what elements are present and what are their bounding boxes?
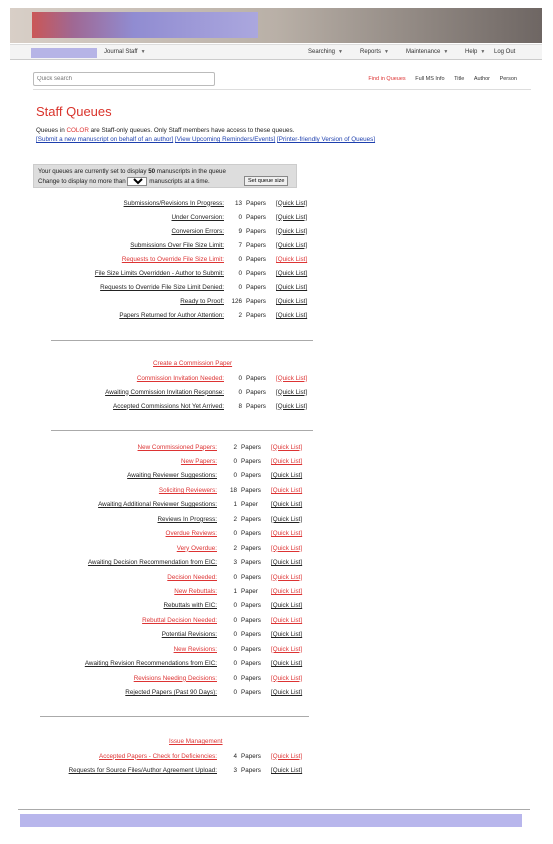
queue-row [0, 312, 553, 321]
quick-list-link[interactable]: [Quick List] [271, 457, 303, 465]
queue-count: 2 [238, 312, 242, 320]
queue-label-link[interactable]: Rebuttal Decision Needed: [142, 616, 217, 624]
queue-count: 18 [229, 486, 237, 494]
queue-unit: Papers [241, 674, 261, 682]
queue-row [0, 689, 553, 698]
queue-count: 1 [233, 501, 237, 509]
queue-label-link[interactable]: Requests to Override File Size Limit Denied: [100, 284, 224, 292]
queue-unit: Papers [246, 388, 266, 396]
divider [51, 430, 313, 431]
queue-unit: Papers [246, 227, 266, 235]
quick-list-link[interactable]: [Quick List] [271, 689, 303, 697]
queue-count: 0 [233, 602, 237, 610]
queue-row [0, 617, 553, 626]
quick-list-link[interactable]: [Quick List] [271, 752, 303, 760]
queue-row [0, 458, 553, 467]
queue-label-link[interactable]: New Revisions: [173, 645, 217, 653]
queue-row [0, 270, 553, 279]
quick-list-link[interactable]: [Quick List] [276, 199, 308, 207]
queue-unit: Paper [241, 588, 258, 595]
quick-list-link[interactable]: [Quick List] [271, 486, 303, 494]
queue-label-link[interactable]: Commission Invitation Needed: [136, 374, 224, 382]
queue-count: 0 [233, 674, 237, 682]
queue-row [0, 228, 553, 237]
queue-count: 0 [233, 616, 237, 624]
queue-unit: Papers [241, 530, 261, 538]
queue-row [0, 559, 553, 568]
queue-count: 126 [231, 298, 242, 306]
quick-list-link[interactable]: [Quick List] [271, 660, 303, 668]
quick-list-link[interactable]: [Quick List] [271, 674, 303, 682]
divider [40, 716, 309, 717]
quick-list-link[interactable]: [Quick List] [271, 631, 303, 639]
quick-list-link[interactable]: [Quick List] [271, 767, 303, 774]
divider [51, 340, 313, 341]
queue-label-link[interactable]: Decision Needed: [167, 573, 217, 581]
queue-label-link[interactable]: Soliciting Reviewers: [158, 486, 217, 494]
queue-row [0, 767, 553, 776]
footer-bar-blurred [20, 814, 522, 827]
quick-list-link[interactable]: [Quick List] [276, 402, 308, 410]
quick-list-link[interactable]: [Quick List] [276, 270, 308, 277]
queue-unit: Papers [241, 631, 261, 639]
queue-size-current: Your queues are currently set to display 50 manuscripts in the queue [38, 168, 226, 175]
queue-count: 4 [233, 752, 237, 760]
queue-count: 2 [233, 544, 237, 552]
scope-title[interactable]: Title [454, 76, 465, 82]
scope-full-ms-info[interactable]: Full MS Info [415, 76, 445, 82]
queue-label-link[interactable]: Reviews In Progress: [157, 515, 217, 523]
quick-list-link[interactable]: [Quick List] [271, 472, 303, 480]
nav-maintenance[interactable]: Maintenance ▼ [406, 49, 449, 55]
queue-row [0, 375, 553, 384]
queue-row [0, 284, 553, 293]
nav-reports[interactable]: Reports ▼ [360, 49, 389, 55]
scope-author[interactable]: Author [473, 76, 491, 82]
queue-unit: Paper [241, 501, 258, 509]
queue-row [0, 403, 553, 412]
queue-label-link[interactable]: Overdue Reviews: [165, 530, 217, 538]
queue-label-link[interactable]: Accepted Commissions Not Yet Arrived: [113, 402, 224, 410]
queue-count: 7 [238, 241, 242, 249]
queue-row [0, 256, 553, 265]
queue-row [0, 501, 553, 510]
queue-label-link[interactable]: Awaiting Commission Invitation Response: [105, 388, 224, 396]
queue-unit: Papers [246, 298, 266, 306]
quick-list-link[interactable]: [Quick List] [271, 501, 303, 509]
queue-unit: Papers [241, 645, 261, 653]
queue-unit: Papers [241, 767, 261, 774]
intro-prefix: Queues in [36, 127, 67, 134]
queue-row [0, 588, 553, 597]
quick-list-link[interactable]: [Quick List] [276, 388, 308, 396]
search-scope-links [360, 76, 517, 82]
queue-row [0, 675, 553, 684]
queue-label-link[interactable]: Requests for Source Files/Author Agreement Upload: [68, 767, 217, 774]
queue-label-link[interactable]: Rebuttals with EIC: [163, 602, 217, 610]
queue-unit: Papers [246, 241, 266, 249]
main-navbar [10, 44, 542, 60]
queue-label-link[interactable]: Awaiting Reviewer Suggestions: [127, 472, 217, 480]
queue-row [0, 389, 553, 398]
queue-unit: Papers [241, 515, 261, 523]
quick-list-link[interactable]: [Quick List] [271, 616, 303, 624]
queue-size-select[interactable] [127, 177, 147, 186]
quick-list-link[interactable]: [Quick List] [276, 241, 308, 249]
intro-suffix: are Staff-only queues. Only Staff members have access to these queues. [88, 127, 295, 134]
queue-row [0, 444, 553, 453]
quick-list-link[interactable]: [Quick List] [271, 544, 303, 552]
quick-list-link[interactable]: [Quick List] [276, 213, 308, 221]
queue-row [0, 545, 553, 554]
queue-count: 13 [234, 199, 242, 207]
queue-count: 0 [233, 660, 237, 668]
quick-list-link[interactable]: [Quick List] [276, 227, 308, 235]
nav-logout[interactable]: Log Out [494, 49, 516, 55]
header-banner [10, 8, 542, 43]
queue-label-link[interactable]: File Size Limits Overridden - Author to Submit: [94, 270, 224, 277]
queue-row [0, 487, 553, 496]
queue-label-link[interactable]: New Commissioned Papers: [137, 443, 217, 451]
chevron-down-icon: ▼ [140, 49, 146, 55]
queue-label-link[interactable]: Very Overdue: [176, 544, 217, 552]
intro-text [36, 127, 294, 134]
queue-label-link[interactable]: Ready to Proof: [180, 298, 224, 306]
queue-count: 9 [238, 227, 242, 235]
queue-unit: Papers [246, 374, 266, 382]
queue-count: 0 [238, 255, 242, 263]
queue-count: 0 [238, 388, 242, 396]
quick-list-link[interactable]: [Quick List] [271, 602, 303, 610]
queue-unit: Papers [246, 270, 266, 277]
queue-label-link[interactable]: Awaiting Revision Recommendations from EIC: [84, 660, 217, 668]
queue-count: 1 [233, 588, 237, 595]
queue-count: 0 [233, 530, 237, 538]
queue-count: 0 [233, 457, 237, 465]
queue-label-link[interactable]: Submissions/Revisions In Progress: [123, 199, 224, 207]
quick-search-bar [33, 72, 531, 90]
queue-count: 8 [238, 402, 242, 410]
queue-count: 0 [238, 284, 242, 292]
queue-unit: Papers [241, 559, 261, 567]
queue-unit: Papers [246, 284, 266, 292]
quick-list-link[interactable]: [Quick List] [271, 645, 303, 653]
queue-label-link[interactable]: Potential Revisions: [161, 631, 217, 639]
queue-row [0, 242, 553, 251]
queue-label-link[interactable]: Awaiting Decision Recommendation from EIC: [87, 559, 217, 567]
queue-unit: Papers [241, 689, 261, 697]
quick-list-link[interactable]: [Quick List] [271, 443, 303, 451]
queue-unit: Papers [246, 199, 266, 207]
quick-list-link[interactable]: [Quick List] [271, 573, 303, 581]
queue-row [0, 214, 553, 223]
queue-unit: Papers [241, 752, 261, 760]
queue-row [0, 516, 553, 525]
queue-unit: Papers [241, 472, 261, 480]
queue-row [0, 646, 553, 655]
reminders-link[interactable]: [View Upcoming Reminders/Events] [174, 136, 276, 143]
quick-list-link[interactable]: [Quick List] [271, 515, 303, 523]
queue-label-link[interactable]: Revisions Needing Decisions: [133, 674, 217, 682]
queue-row [0, 530, 553, 539]
queue-label-link[interactable]: Papers Returned for Author Attention: [119, 312, 224, 320]
queue-count: 0 [233, 573, 237, 581]
user-name-blurred [31, 48, 97, 58]
scope-person[interactable]: Person [499, 76, 517, 82]
queue-label-link[interactable]: New Rebuttals: [174, 588, 217, 595]
journal-logo[interactable] [32, 12, 258, 38]
queue-unit: Papers [246, 255, 266, 263]
nav-help[interactable]: Help ▼ [465, 49, 486, 55]
quick-list-link[interactable]: [Quick List] [271, 559, 303, 567]
queue-unit: Papers [241, 544, 261, 552]
quick-list-link[interactable]: [Quick List] [271, 530, 303, 538]
queue-label-link[interactable]: Submissions Over File Size Limit: [130, 241, 224, 249]
queue-count: 3 [233, 559, 237, 567]
queue-label-link[interactable]: New Papers: [180, 457, 217, 465]
printer-friendly-link[interactable]: [Printer-friendly Version of Queues] [277, 136, 376, 143]
quick-list-link[interactable]: [Quick List] [271, 588, 303, 595]
queue-row [0, 200, 553, 209]
queue-count: 2 [233, 443, 237, 451]
queue-count: 0 [233, 645, 237, 653]
queue-count: 0 [238, 374, 242, 382]
queue-label-link[interactable]: Under Conversion: [171, 213, 224, 221]
queue-unit: Papers [241, 457, 261, 465]
chevron-down-icon: ▼ [443, 49, 449, 55]
queue-unit: Papers [246, 312, 266, 320]
queue-row [0, 574, 553, 583]
intro-color-word: COLOR [66, 127, 89, 134]
quick-list-link[interactable]: [Quick List] [276, 255, 308, 263]
queue-unit: Papers [246, 402, 266, 410]
issue-management-link[interactable]: Issue Management [169, 738, 223, 745]
create-commission-link[interactable]: Create a Commission Paper [153, 360, 233, 367]
queue-row [0, 753, 553, 762]
queue-size-change: Change to display no more than 50 manuscripts at a time. [38, 177, 292, 187]
queue-row [0, 472, 553, 481]
queue-label-link[interactable]: Rejected Papers (Past 90 Days): [125, 689, 217, 697]
queue-label-link[interactable]: Conversion Errors: [171, 227, 224, 235]
chevron-down-icon: ▼ [338, 49, 343, 55]
quick-search-input[interactable] [33, 72, 215, 86]
queue-count: 0 [233, 631, 237, 639]
queue-count: 0 [238, 270, 242, 277]
queue-count: 0 [233, 472, 237, 480]
quick-list-link[interactable]: [Quick List] [276, 312, 308, 320]
queue-row [0, 631, 553, 640]
queue-row [0, 660, 553, 669]
quick-list-link[interactable]: [Quick List] [276, 374, 308, 382]
queue-count: 0 [238, 213, 242, 221]
queue-unit: Papers [246, 213, 266, 221]
queue-unit: Papers [241, 660, 261, 668]
queue-row [0, 602, 553, 611]
queue-label-link[interactable]: Awaiting Additional Reviewer Suggestions: [98, 501, 217, 509]
intro-links [36, 136, 375, 143]
queue-count: 0 [233, 689, 237, 697]
chevron-down-icon: ▼ [480, 49, 486, 55]
quick-list-link[interactable]: [Quick List] [276, 298, 308, 306]
queue-count: 3 [233, 767, 237, 774]
queue-label-link[interactable]: Accepted Papers - Check for Deficiencies: [99, 752, 217, 760]
chevron-down-icon: ▼ [384, 49, 389, 55]
queue-size-panel [33, 164, 297, 188]
queue-unit: Papers [241, 602, 261, 610]
footer-divider [18, 809, 530, 810]
queue-unit: Papers [241, 443, 261, 451]
queue-count: 2 [233, 515, 237, 523]
set-queue-size-button[interactable]: Set queue size [244, 176, 288, 186]
quick-list-link[interactable]: [Quick List] [276, 284, 308, 292]
queue-label-link[interactable]: Requests to Override File Size Limit: [121, 255, 224, 263]
submit-manuscript-link[interactable]: [Submit a new manuscript on behalf of an author] [36, 136, 174, 143]
queue-unit: Papers [241, 573, 261, 581]
queue-row [0, 298, 553, 307]
nav-searching[interactable]: Searching ▼ [308, 49, 343, 55]
page-title: Staff Queues [36, 104, 112, 119]
scope-find-in-queues[interactable]: Find in Queues [368, 76, 406, 82]
nav-journal-staff[interactable]: Journal Staff ▼ [104, 49, 146, 55]
queue-unit: Papers [241, 486, 261, 494]
queue-unit: Papers [241, 616, 261, 624]
